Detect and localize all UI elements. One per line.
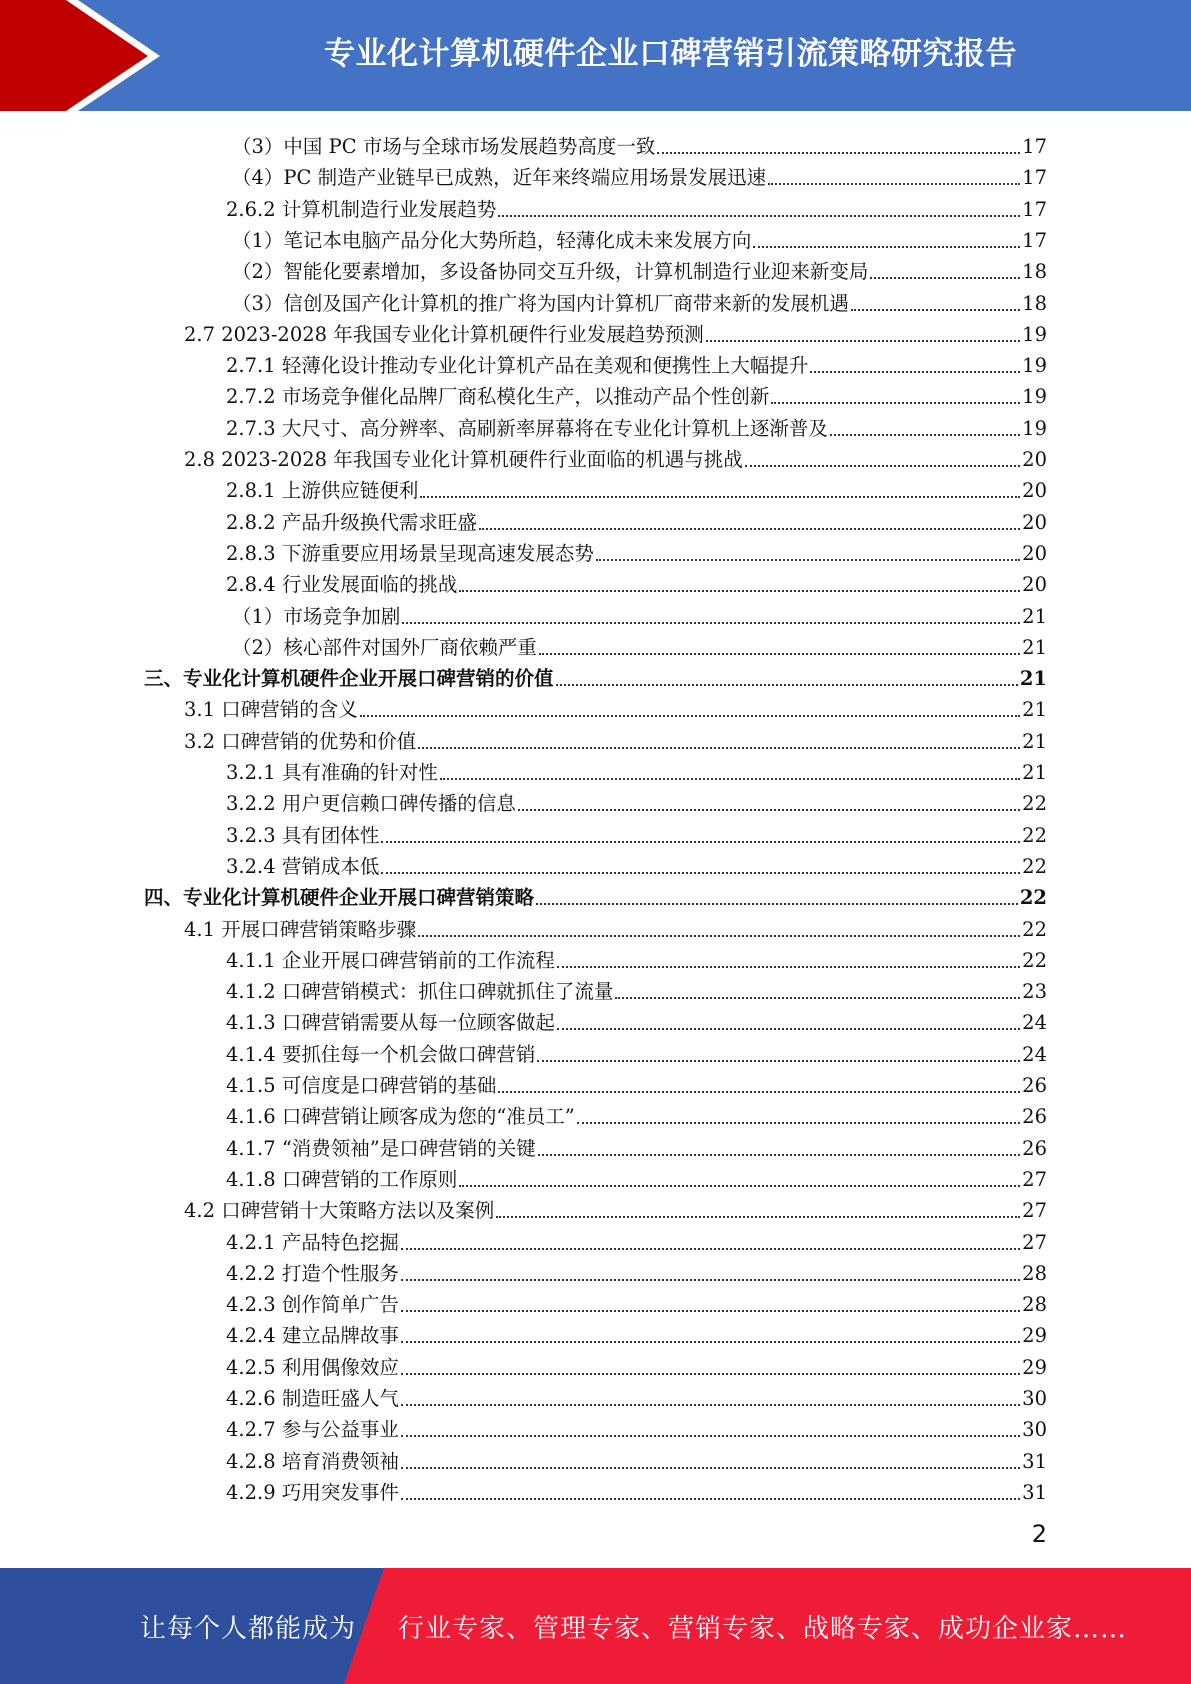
- toc-entry[interactable]: [184, 316, 1047, 347]
- toc-entry-title: 2.8.4 行业发展面临的挑战: [226, 573, 458, 597]
- toc-entry-title: 4.1.3 口碑营销需要从每一位顾客做起: [226, 1011, 555, 1035]
- toc-entry-page: 19: [1022, 322, 1047, 346]
- toc-entry-page: 30: [1022, 1418, 1047, 1442]
- toc-entry[interactable]: [226, 504, 1047, 535]
- toc-entry-page: 20: [1022, 510, 1047, 534]
- toc-entry-title: 4.2.5 利用偶像效应: [226, 1355, 399, 1379]
- page-footer: [0, 1568, 1191, 1684]
- toc-leader-dots: [402, 622, 1020, 624]
- footer-slogan-right: 行业专家、管理专家、营销专家、战略专家、成功企业家……: [398, 1613, 1128, 1644]
- toc-entry-page: 20: [1022, 479, 1047, 503]
- toc-leader-dots: [418, 747, 1020, 749]
- toc-entry-page: 18: [1022, 260, 1047, 284]
- toc-entry-page: 26: [1022, 1105, 1047, 1129]
- toc-entry-title: 4.1.6 口碑营销让顾客成为您的“准员工”: [226, 1105, 575, 1129]
- toc-entry[interactable]: [226, 754, 1047, 785]
- toc-leader-dots: [498, 1091, 1020, 1093]
- toc-entry-page: 21: [1022, 698, 1047, 722]
- toc-entry-page: 27: [1022, 1167, 1047, 1191]
- toc-leader-dots: [459, 590, 1020, 592]
- toc-entry-title: （2）核心部件对国外厂商依赖严重: [232, 635, 537, 659]
- toc-entry-page: 20: [1022, 448, 1047, 471]
- toc-entry-page: 30: [1022, 1387, 1047, 1410]
- toc-entry[interactable]: [226, 472, 1047, 503]
- toc-entry[interactable]: [226, 1036, 1047, 1067]
- toc-entry-title: 三、专业化计算机硬件企业开展口碑营销的价值: [144, 667, 554, 691]
- toc-entry[interactable]: [226, 1443, 1047, 1474]
- toc-entry-page: 17: [1022, 228, 1047, 252]
- toc-entry-page: 28: [1022, 1293, 1047, 1317]
- toc-entry-page: 17: [1022, 135, 1047, 158]
- toc-entry-title: 4.2.4 建立品牌故事: [226, 1324, 399, 1348]
- toc-entry-title: 2.7.3 大尺寸、高分辨率、高刷新率屏幕将在专业化计算机上逐渐普及: [226, 416, 828, 440]
- toc-entry[interactable]: [144, 660, 1047, 691]
- toc-leader-dots: [596, 559, 1020, 561]
- toc-entry-title: 3.2.2 用户更信赖口碑传播的信息: [226, 792, 516, 816]
- toc-entry[interactable]: [226, 1224, 1047, 1255]
- toc-leader-dots: [496, 1216, 1020, 1218]
- page-number: 2: [1031, 1520, 1047, 1548]
- toc-leader-dots: [577, 1122, 1020, 1124]
- toc-leader-dots: [479, 528, 1020, 530]
- toc-leader-dots: [459, 1185, 1020, 1187]
- toc-entry[interactable]: [184, 911, 1047, 942]
- toc-leader-dots: [706, 340, 1020, 342]
- toc-entry[interactable]: [232, 598, 1047, 629]
- toc-leader-dots: [498, 215, 1020, 217]
- toc-entry-title: 4.2.2 打造个性服务: [226, 1261, 399, 1285]
- toc-entry[interactable]: [226, 1067, 1047, 1098]
- toc-entry-title: 3.2 口碑营销的优势和价值: [184, 729, 417, 753]
- toc-leader-dots: [830, 434, 1020, 436]
- toc-entry[interactable]: [226, 1004, 1047, 1035]
- toc-leader-dots: [518, 809, 1020, 811]
- toc-entry-title: 4.2.6 制造旺盛人气: [226, 1387, 399, 1410]
- toc-leader-dots: [539, 653, 1020, 655]
- toc-entry-page: 28: [1022, 1261, 1047, 1285]
- toc-leader-dots: [536, 903, 1018, 905]
- toc-leader-dots: [420, 496, 1020, 498]
- toc-entry[interactable]: [232, 128, 1047, 159]
- toc-leader-dots: [381, 841, 1020, 843]
- toc-entry-page: 22: [1019, 886, 1047, 910]
- toc-entry[interactable]: [226, 347, 1047, 378]
- toc-leader-dots: [401, 1310, 1020, 1312]
- toc-leader-dots: [538, 1154, 1020, 1156]
- toc-leader-dots: [401, 1248, 1020, 1250]
- toc-entry-title: 四、专业化计算机硬件企业开展口碑营销策略: [144, 886, 535, 910]
- toc-entry[interactable]: [184, 691, 1047, 722]
- toc-leader-dots: [768, 183, 1020, 185]
- toc-leader-dots: [745, 465, 1020, 467]
- toc-entry[interactable]: [226, 785, 1047, 816]
- toc-entry[interactable]: [232, 253, 1047, 284]
- toc-leader-dots: [401, 1435, 1020, 1437]
- toc-entry[interactable]: [226, 566, 1047, 597]
- toc-entry-page: 29: [1022, 1355, 1047, 1379]
- toc-entry-page: 29: [1022, 1324, 1047, 1348]
- toc-leader-dots: [401, 1341, 1020, 1343]
- toc-entry-title: （1）市场竞争加剧: [232, 604, 401, 628]
- toc-leader-dots: [401, 1498, 1020, 1500]
- toc-entry-title: 4.1 开展口碑营销策略步骤: [184, 917, 417, 941]
- toc-entry-title: 2.8.1 上游供应链便利: [226, 479, 419, 503]
- toc-leader-dots: [557, 966, 1020, 968]
- toc-leader-dots: [615, 997, 1020, 999]
- toc-entry[interactable]: [232, 159, 1047, 190]
- toc-leader-dots: [401, 1467, 1020, 1469]
- toc-entry-page: 21: [1022, 635, 1047, 659]
- toc-entry-title: 2.7.1 轻薄化设计推动专业化计算机产品在美观和便携性上大幅提升: [226, 354, 809, 378]
- toc-leader-dots: [557, 1028, 1020, 1030]
- toc-entry-page: 19: [1022, 416, 1047, 440]
- toc-entry[interactable]: [226, 1474, 1047, 1505]
- toc-leader-dots: [401, 1279, 1020, 1281]
- toc-entry-title: 4.1.5 可信度是口碑营销的基础: [226, 1074, 497, 1097]
- toc-leader-dots: [810, 371, 1020, 373]
- toc-entry-page: 24: [1022, 1042, 1047, 1066]
- toc-entry-page: 31: [1022, 1480, 1047, 1504]
- toc-entry-title: （2）智能化要素增加，多设备协同交互升级，计算机制造行业迎来新变局: [232, 260, 869, 284]
- toc-entry[interactable]: [226, 1411, 1047, 1442]
- toc-entry-title: 2.6.2 计算机制造行业发展趋势: [226, 197, 497, 221]
- toc-entry[interactable]: [226, 410, 1047, 441]
- toc-leader-dots: [360, 715, 1020, 717]
- toc-entry[interactable]: [226, 1380, 1047, 1411]
- toc-entry-page: 31: [1022, 1449, 1047, 1473]
- toc-entry-page: 18: [1022, 291, 1047, 315]
- toc-entry-title: 4.2.1 产品特色挖掘: [226, 1230, 399, 1254]
- toc-entry-page: 19: [1022, 385, 1047, 409]
- toc-entry-title: 4.2.7 参与公益事业: [226, 1418, 399, 1442]
- toc-entry-page: 27: [1022, 1199, 1047, 1223]
- toc-entry-page: 22: [1022, 792, 1047, 816]
- toc-leader-dots: [657, 152, 1020, 154]
- toc-entry-title: 4.2.3 创作简单广告: [226, 1293, 399, 1317]
- toc-entry-title: 4.2.8 培育消费领袖: [226, 1449, 399, 1473]
- toc-entry[interactable]: [144, 879, 1047, 910]
- toc-entry-title: 2.7.2 市场竞争催化品牌厂商私模化生产，以推动产品个性创新: [226, 385, 770, 409]
- toc-entry-page: 21: [1022, 761, 1047, 784]
- toc-entry[interactable]: [232, 285, 1047, 316]
- toc-entry-title: 4.1.7 “消费领袖”是口碑营销的关键: [226, 1136, 536, 1160]
- toc-entry-page: 26: [1022, 1136, 1047, 1160]
- toc-entry[interactable]: [226, 191, 1047, 222]
- toc-entry-page: 19: [1022, 354, 1047, 378]
- toc-entry-title: 2.8.3 下游重要应用场景呈现高速发展态势: [226, 541, 594, 565]
- toc-entry-title: 4.2 口碑营销十大策略方法以及案例: [184, 1199, 495, 1223]
- toc-entry[interactable]: [226, 1130, 1047, 1161]
- header-title: 专业化计算机硬件企业口碑营销引流策略研究报告: [324, 35, 1017, 72]
- toc-entry[interactable]: [226, 973, 1047, 1004]
- toc-entry-title: （3）信创及国产化计算机的推广将为国内计算机厂商带来新的发展机遇: [232, 291, 849, 315]
- toc-entry[interactable]: [226, 817, 1047, 848]
- toc-entry-title: 2.8 2023-2028 年我国专业化计算机硬件行业面临的机遇与挑战: [184, 448, 743, 471]
- toc-entry-page: 26: [1022, 1074, 1047, 1097]
- toc-entry-page: 17: [1022, 197, 1047, 221]
- toc-entry-page: 22: [1022, 948, 1047, 972]
- toc-entry-page: 22: [1022, 823, 1047, 847]
- toc-leader-dots: [556, 684, 1018, 686]
- toc-entry[interactable]: [226, 1317, 1047, 1348]
- toc-entry[interactable]: [226, 1255, 1047, 1286]
- toc-entry-title: 4.1.8 口碑营销的工作原则: [226, 1167, 458, 1191]
- toc-entry[interactable]: [226, 1098, 1047, 1129]
- toc-entry[interactable]: [226, 942, 1047, 973]
- toc-entry-title: 4.1.4 要抓住每一个机会做口碑营销: [226, 1042, 536, 1066]
- toc-leader-dots: [381, 872, 1020, 874]
- toc-entry[interactable]: [226, 535, 1047, 566]
- toc-entry-title: 4.2.9 巧用突发事件: [226, 1480, 399, 1504]
- toc-leader-dots: [537, 1060, 1020, 1062]
- toc-entry-title: 3.2.1 具有准确的针对性: [226, 761, 438, 784]
- toc-entry-page: 21: [1022, 729, 1047, 753]
- toc-entry[interactable]: [232, 629, 1047, 660]
- toc-leader-dots: [401, 1373, 1020, 1375]
- toc-entry[interactable]: [184, 723, 1047, 754]
- toc-entry[interactable]: [184, 441, 1047, 472]
- toc-entry-page: 21: [1022, 604, 1047, 628]
- toc-entry[interactable]: [226, 1286, 1047, 1317]
- toc-entry[interactable]: [232, 222, 1047, 253]
- toc-entry-title: 2.8.2 产品升级换代需求旺盛: [226, 510, 477, 534]
- toc-entry-title: 2.7 2023-2028 年我国专业化计算机硬件行业发展趋势预测: [184, 322, 704, 346]
- toc-entry-title: 3.2.3 具有团体性: [226, 823, 380, 847]
- toc-entry[interactable]: [184, 1192, 1047, 1223]
- toc-leader-dots: [753, 246, 1020, 248]
- toc-leader-dots: [440, 778, 1020, 780]
- toc-entry-page: 20: [1022, 573, 1047, 597]
- toc-leader-dots: [401, 1404, 1020, 1406]
- toc-entry-page: 24: [1022, 1011, 1047, 1035]
- toc-entry-title: 3.2.4 营销成本低: [226, 854, 380, 878]
- toc-entry-page: 22: [1022, 917, 1047, 941]
- toc-entry[interactable]: [226, 378, 1047, 409]
- footer-slogan-left: 让每个人都能成为: [140, 1613, 357, 1644]
- toc-entry-page: 23: [1022, 980, 1047, 1004]
- toc-entry[interactable]: [226, 848, 1047, 879]
- toc-entry-page: 27: [1022, 1230, 1047, 1254]
- toc-entry-page: 17: [1022, 166, 1047, 190]
- toc-leader-dots: [851, 309, 1020, 311]
- toc-entry-title: 4.1.2 口碑营销模式：抓住口碑就抓住了流量: [226, 980, 614, 1004]
- toc-leader-dots: [771, 402, 1020, 404]
- toc-entry-title: 4.1.1 企业开展口碑营销前的工作流程: [226, 948, 555, 972]
- toc-entry-page: 22: [1022, 854, 1047, 878]
- toc-entry-page: 21: [1019, 667, 1047, 691]
- toc-leader-dots: [418, 935, 1020, 937]
- page-header: [0, 0, 1191, 111]
- toc-entry[interactable]: [226, 1161, 1047, 1192]
- toc-entry-page: 20: [1022, 541, 1047, 565]
- toc-entry[interactable]: [226, 1349, 1047, 1380]
- toc-leader-dots: [870, 277, 1020, 279]
- toc-entry-title: （4）PC 制造产业链早已成熟，近年来终端应用场景发展迅速: [232, 166, 767, 190]
- toc-entry-title: 3.1 口碑营销的含义: [184, 698, 358, 722]
- toc-entry-title: （1）笔记本电脑产品分化大势所趋，轻薄化成未来发展方向: [232, 228, 752, 252]
- toc-entry-title: （3）中国 PC 市场与全球市场发展趋势高度一致: [232, 135, 656, 158]
